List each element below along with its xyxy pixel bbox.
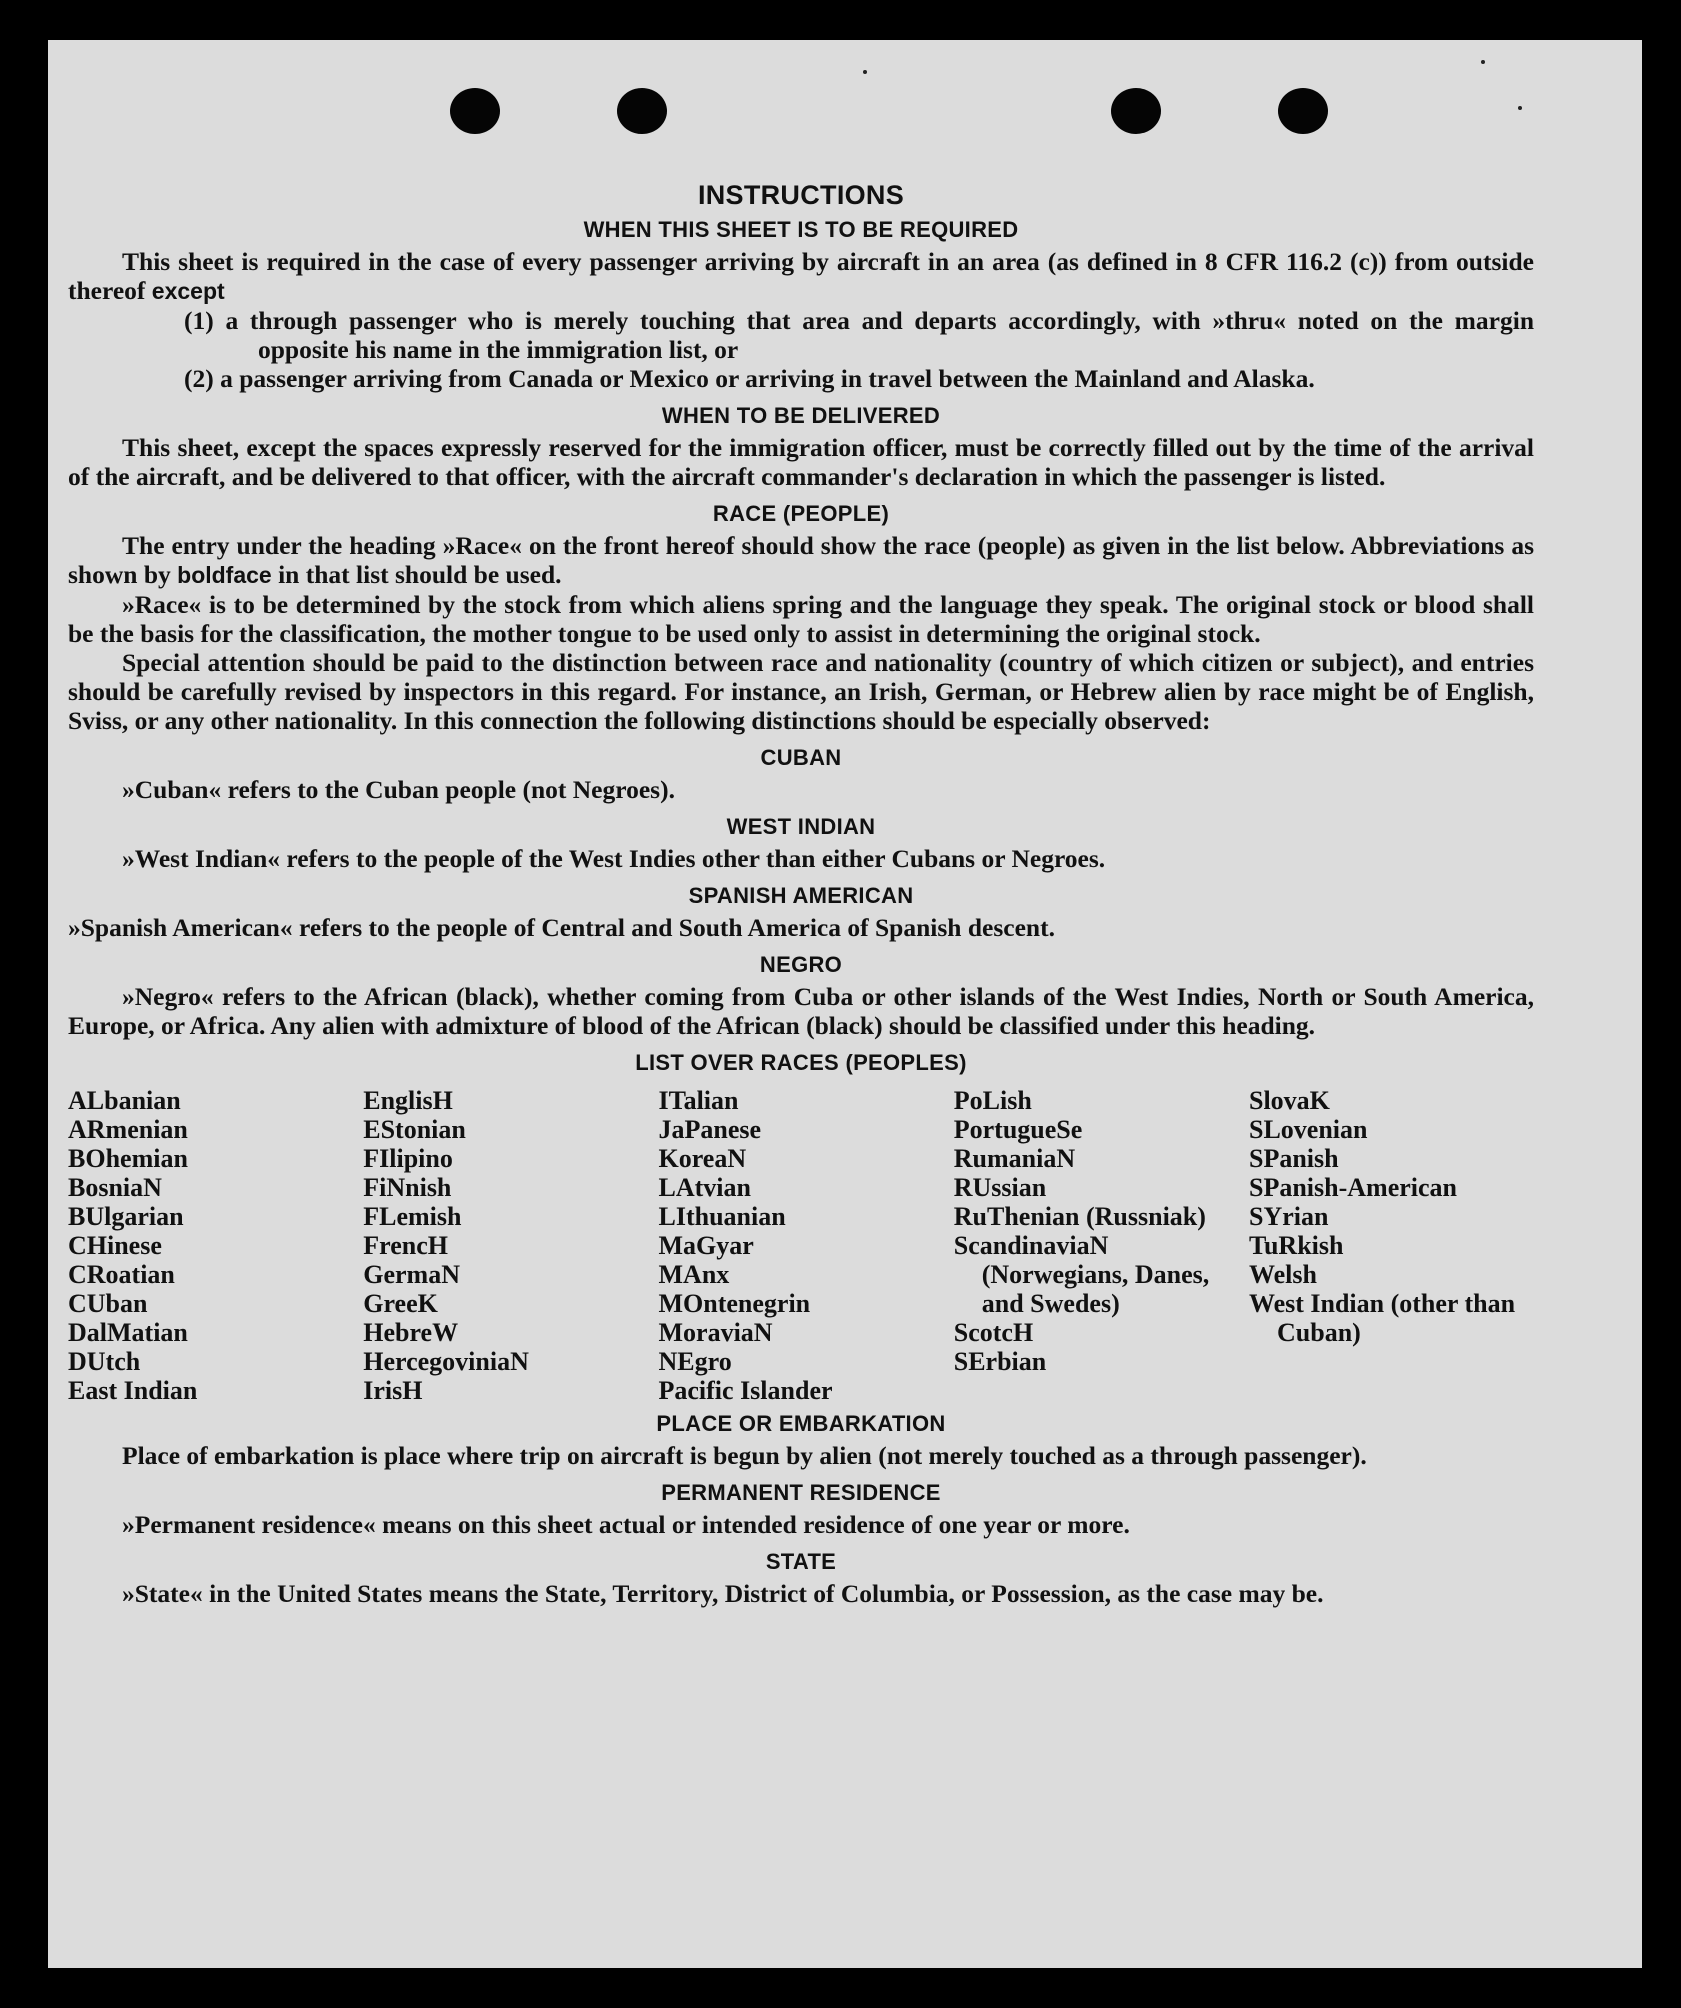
race-entry: ScandinaviaN (Norwegians, Danes, and Swedes) (953, 1231, 1210, 1318)
race-entry: SPanish (1249, 1144, 1339, 1173)
speck (1481, 60, 1485, 64)
when-required-item-2: (2) a passenger arriving from Canada or Mexico or arriving in travel between the Mainland and Alaska. (184, 364, 1315, 393)
race-entry: SlovaK (1249, 1086, 1330, 1115)
heading-negro: NEGRO (759, 952, 843, 977)
race-entry: Pacific Islander (658, 1376, 833, 1405)
speck (1518, 106, 1522, 110)
race-entry: BOhemian (68, 1144, 188, 1173)
cuban-text: »Cuban« refers to the Cuban people (not Negroes). (122, 775, 675, 804)
punch-hole (617, 88, 667, 134)
race-column (68, 1086, 353, 1405)
race-entry: MOntenegrin (658, 1289, 811, 1318)
page-title: INSTRUCTIONS (697, 180, 905, 210)
race-entry: KoreaN (658, 1144, 747, 1173)
heading-embarkation: PLACE OR EMBARKATION (656, 1411, 946, 1436)
race-entry: ScotcH (953, 1318, 1034, 1347)
heading-race-list: LIST OVER RACES (PEOPLES) (635, 1050, 967, 1075)
race-entry: TuRkish (1249, 1231, 1344, 1260)
heading-permanent-residence: PERMANENT RESIDENCE (661, 1480, 941, 1505)
race-entry: HercegoviniaN (363, 1347, 529, 1376)
punch-hole (1111, 88, 1161, 134)
heading-state: STATE (765, 1549, 837, 1574)
document-page (48, 40, 1642, 1968)
race-entry: EnglisH (363, 1086, 453, 1115)
race-column (363, 1086, 648, 1405)
race-column (659, 1086, 944, 1405)
when-required-item-1: (1) a through passenger who is merely touching that area and departs accordingly, with »thru« noted on the margin opposite his name in the immigration list, or (184, 306, 1534, 364)
race-entry: MoraviaN (658, 1318, 773, 1347)
heading-spanish-american: SPANISH AMERICAN (688, 883, 914, 908)
race-entry: JaPanese (658, 1115, 762, 1144)
negro-text: »Negro« refers to the African (black), whether coming from Cuba or other islands of the West Indies, North or South America, Europe, or Africa. Any alien with admixture of blood of the African (black) should be classified under this heading. (68, 982, 1534, 1040)
when-delivered-text: This sheet, except the spaces expressly reserved for the immigration officer, must be correctly filled out by the time of the arrival of the aircraft, and be delivered to that officer, with the aircraft commander's declaration in which the passenger is listed. (68, 433, 1534, 491)
spanish-american-text: »Spanish American« refers to the people of Central and South America of Spanish descent. (68, 913, 1055, 942)
when-required-intro: This sheet is required in the case of every passenger arriving by aircraft in an area (as defined in 8 CFR 116.2 (c)) from outside thereof except (68, 247, 1534, 305)
race-paragraph-2: »Race« is to be determined by the stock from which aliens spring and the language they speak. The original stock or blood shall be the basis for the classification, the mother tongue to be used only to assist in determining the original stock. (68, 590, 1534, 648)
race-entry: Welsh (1249, 1260, 1317, 1289)
race-entry: BosniaN (68, 1173, 162, 1202)
race-entry: ARmenian (68, 1115, 188, 1144)
race-entry: FrencH (363, 1231, 448, 1260)
race-entry: West Indian (other than Cuban) (1249, 1289, 1516, 1347)
west-indian-text: »West Indian« refers to the people of the West Indies other than either Cubans or Negroes. (122, 844, 1106, 873)
race-entry: SLovenian (1249, 1115, 1368, 1144)
race-column (954, 1086, 1239, 1405)
race-paragraph-1: The entry under the heading »Race« on the front hereof should show the race (people) as given in the list below. Abbreviations as shown by boldface in that list should be used. (68, 531, 1534, 589)
race-entry: PortugueSe (953, 1115, 1083, 1144)
race-entry: NEgro (658, 1347, 732, 1376)
race-entry: SErbian (953, 1347, 1047, 1376)
heading-west-indian: WEST INDIAN (726, 814, 876, 839)
race-entry: IrisH (363, 1376, 423, 1405)
heading-cuban: CUBAN (760, 745, 842, 770)
instructions-body (68, 174, 1534, 1608)
heading-when-required: WHEN THIS SHEET IS TO BE REQUIRED (583, 217, 1019, 242)
race-entry: GreeK (363, 1289, 438, 1318)
race-column (1249, 1086, 1534, 1405)
race-entry: RuThenian (Russniak) (953, 1202, 1206, 1231)
heading-race: RACE (PEOPLE) (712, 501, 890, 526)
embarkation-text: Place of embarkation is place where trip on aircraft is begun by alien (not merely touched as a through passenger). (122, 1441, 1367, 1470)
race-entry: DUtch (68, 1347, 141, 1376)
permanent-residence-text: »Permanent residence« means on this sheet actual or intended residence of one year or more. (122, 1510, 1130, 1539)
race-entry: LIthuanian (658, 1202, 786, 1231)
race-entry: RUssian (953, 1173, 1047, 1202)
race-entry: GermaN (363, 1260, 460, 1289)
race-entry: BUlgarian (68, 1202, 184, 1231)
race-entry: RumaniaN (953, 1144, 1076, 1173)
race-entry: CRoatian (68, 1260, 175, 1289)
race-list (68, 1086, 1534, 1405)
race-entry: ITalian (658, 1086, 739, 1115)
race-entry: East Indian (68, 1376, 198, 1405)
state-text: »State« in the United States means the State, Territory, District of Columbia, or Possession, as the case may be. (122, 1579, 1324, 1608)
race-entry: CHinese (68, 1231, 162, 1260)
race-entry: HebreW (363, 1318, 459, 1347)
race-entry: SPanish-American (1249, 1173, 1457, 1202)
punch-hole (1278, 88, 1328, 134)
race-entry: SYrian (1249, 1202, 1329, 1231)
race-entry: LAtvian (658, 1173, 751, 1202)
race-entry: MaGyar (658, 1231, 754, 1260)
race-entry: FiNnish (363, 1173, 452, 1202)
race-entry: EStonian (363, 1115, 466, 1144)
race-entry: DalMatian (68, 1318, 188, 1347)
race-entry: CUban (68, 1289, 148, 1318)
race-entry: ALbanian (68, 1086, 181, 1115)
race-entry: FLemish (363, 1202, 462, 1231)
race-entry: PoLish (953, 1086, 1032, 1115)
race-entry: MAnx (658, 1260, 730, 1289)
heading-when-delivered: WHEN TO BE DELIVERED (661, 403, 941, 428)
punch-hole (450, 88, 500, 134)
race-entry: FIlipino (363, 1144, 453, 1173)
race-paragraph-3: Special attention should be paid to the distinction between race and nationality (country of which citizen or subject), and entries should be carefully revised by inspectors in this regard. For instance, an Irish, German, or Hebrew alien by race might be of English, Sviss, or any other nationality. In this connection the following distinctions should be especially observed: (68, 648, 1534, 735)
speck (863, 70, 867, 74)
